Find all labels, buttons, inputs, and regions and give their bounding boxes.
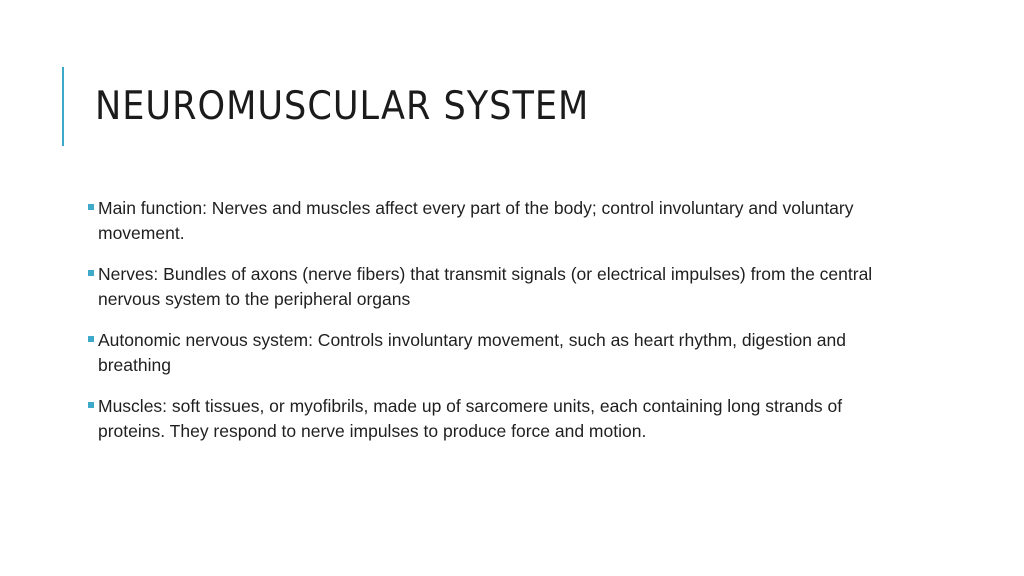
slide-title: NEUROMUSCULAR SYSTEM	[95, 84, 590, 129]
title-accent-bar	[62, 67, 64, 146]
bullet-item	[88, 262, 908, 312]
bullet-item	[88, 196, 908, 246]
square-bullet-icon	[88, 270, 94, 276]
square-bullet-icon	[88, 402, 94, 408]
bullet-text: Muscles: soft tissues, or myofibrils, made up of sarcomere units, each containing long strands of proteins. They respond to nerve impulses to produce force and motion.	[98, 396, 843, 441]
bullet-text: Autonomic nervous system: Controls involuntary movement, such as heart rhythm, digestion and breathing	[98, 330, 846, 375]
bullet-list	[88, 196, 908, 460]
bullet-text: Main function: Nerves and muscles affect every part of the body; control involuntary and voluntary movement.	[98, 198, 854, 243]
square-bullet-icon	[88, 204, 94, 210]
bullet-item	[88, 394, 908, 444]
square-bullet-icon	[88, 336, 94, 342]
bullet-item	[88, 328, 908, 378]
bullet-text: Nerves: Bundles of axons (nerve fibers) that transmit signals (or electrical impulses) from the central nervous system to the peripheral organs	[98, 264, 873, 309]
